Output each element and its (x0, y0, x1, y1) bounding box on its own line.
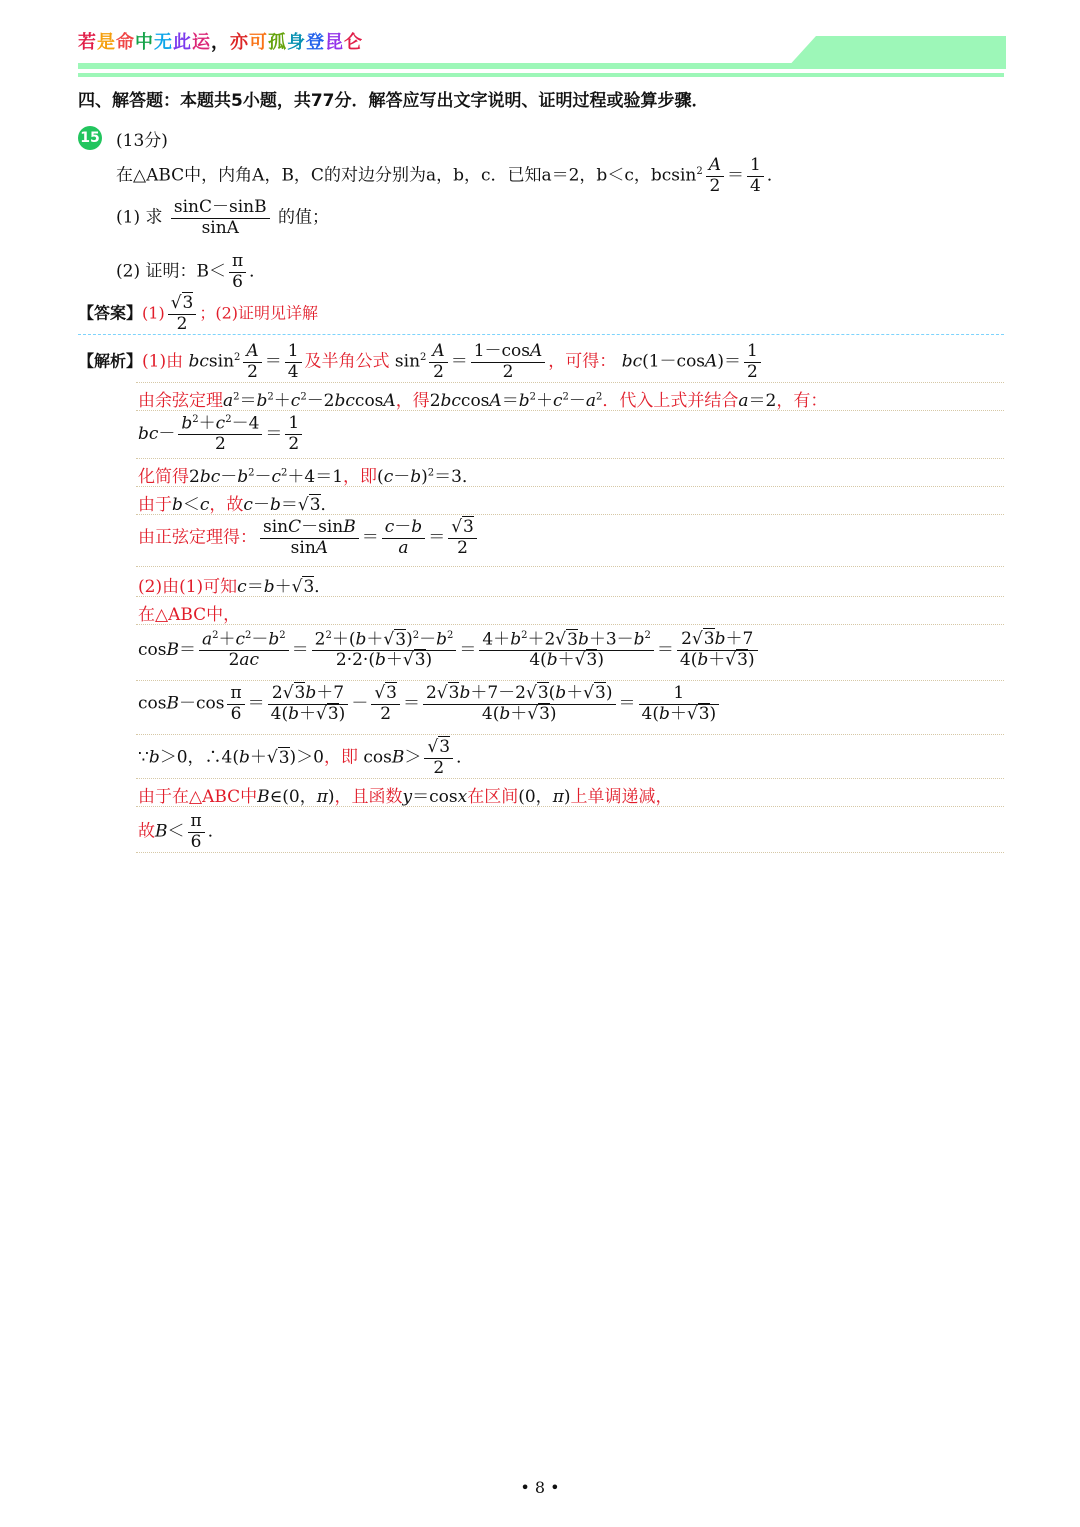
slogan-char: 命 (116, 32, 135, 53)
slogan-char: 若 (78, 32, 97, 53)
slogan-char: 昆 (325, 32, 344, 53)
slogan-char: 身 (287, 32, 306, 53)
slogan-char: ， (211, 32, 230, 53)
rule (136, 514, 1004, 515)
header-slogan (78, 28, 363, 54)
section-heading: 四、解答题：本题共5小题，共77分．解答应写出文字说明、证明过程或验算步骤． (78, 91, 709, 111)
rule (136, 486, 1004, 487)
solution-line-1: 【解析】(1)由 bcsin$^2$ $\frac{A}{2}$ ＝ $\frac{1}{4}$ 及半角公式 $\sin^2$ $\frac{A}{2}$ ＝ $\frac{1-\cos A}{2}$ ，可得： bc(1－cosA)＝ $\frac{1}{2}$ (78, 342, 764, 382)
solution-line-8: 在△ABC中， (138, 605, 241, 625)
solution-line-12: 由于在△ABC中B∈(0，π)，且函数y＝cosx在区间(0，π)上单调递减， (138, 787, 673, 807)
answer-divider (78, 334, 1004, 335)
slogan-char: 亦 (230, 32, 249, 53)
solution-line-5: 由于b＜c，故c－b＝√3． (138, 495, 338, 515)
slogan-char: 登 (306, 32, 325, 53)
rule (136, 734, 1004, 735)
solution-line-2: 由余弦定理$a^2=b^2+c^2-2bccosA$，得$2bccosA=b^2+c^2-a^2$．代入上式并结合a＝2，有： (138, 391, 828, 411)
rule (136, 806, 1004, 807)
answer-tag: 【答案】 (78, 303, 143, 323)
question-score: (13分) (116, 131, 168, 151)
slogan-char: 孤 (268, 32, 287, 53)
solution-tag: 【解析】 (78, 351, 143, 371)
rule (136, 852, 1004, 853)
rule (136, 680, 1004, 681)
solution-line-7: (2)由(1)可知c＝b＋√3． (138, 577, 332, 597)
rule (136, 382, 1004, 383)
solution-line-13: 故B＜ $\frac{\pi}{6}$ ． (138, 811, 225, 852)
slogan-char: 无 (154, 32, 173, 53)
rule (136, 566, 1004, 567)
rule (136, 596, 1004, 597)
question-stem: 在△ABC中，内角A，B，C的对边分别为a，b，c．已知a＝2，b＜c，bcsin$^2$ $\frac{A}{2}$ ＝ $\frac{1}{4}$ ． (116, 155, 784, 196)
rule (136, 410, 1004, 411)
slogan-char: 可 (249, 32, 268, 53)
slogan-char: 运 (192, 32, 211, 53)
rule (136, 778, 1004, 779)
solution-line-6: 由正弦定理得： $\frac{\sin C-\sin B}{\sin A}$ ＝ $\frac{c-b}{a}$ ＝ $\frac{√3}{2}$ (138, 518, 480, 558)
slogan-char: 此 (173, 32, 192, 53)
header-band-lower (78, 73, 1004, 77)
answer-line: 【答案】(1) $\frac{√3}{2}$ ；(2)证明见详解 (78, 293, 319, 334)
slogan-char: 仑 (344, 32, 363, 53)
solution-line-3: bc－ $\frac{b^2+c^2-4}{2}$ ＝ $\frac{1}{2}$ (138, 414, 305, 455)
question-number-badge: 15 (78, 126, 102, 150)
slogan-char: 是 (97, 32, 116, 53)
solution-line-10: cosB－cos $\frac{\pi}{6}$ ＝ $\frac{2√3b+7}{4(b+√3)}$ － $\frac{√3}{2}$ ＝ $\frac{2√3b+7-2√3(b+√3)}{4(b+√3)}$ ＝ $\frac{1}{4(b+√3)}$ (138, 684, 722, 724)
stem-text: 在△ABC中，内角A，B，C的对边分别为a，b，c．已知a＝2，b＜c，bcsin (116, 165, 697, 186)
page-number: • 8 • (520, 1478, 560, 1497)
rule (136, 624, 1004, 625)
question-part2: (2) 证明：B＜ $\frac{\pi}{6}$ ． (116, 251, 267, 292)
slogan-char: 中 (135, 32, 154, 53)
solution-line-9: cosB＝ $\frac{a^2+c^2-b^2}{2ac}$ ＝ $\frac{2^2+(b+√3)^2-b^2}{2\cdot 2\cdot(b+√3)}$ ＝ $\frac{4+b^2+2√3b+3-b^2}{4(b+√3)}$ ＝ $\frac{2√3b+7}{4(b+√3)}$ (138, 630, 761, 671)
question-part1: (1) 求 $\frac{\sin C-\sin B}{\sin A}$ 的值； (116, 197, 330, 238)
solution-line-11: ∵b＞0，∴4(b＋√3)＞0，即 cosB＞ $\frac{√3}{2}$ ． (138, 737, 474, 778)
solution-line-4: 化简得$2bc-b^2-c^2+4=1$，即$(c-b)^2=3$． (138, 467, 479, 487)
rule (136, 458, 1004, 459)
header-band (78, 63, 1004, 69)
